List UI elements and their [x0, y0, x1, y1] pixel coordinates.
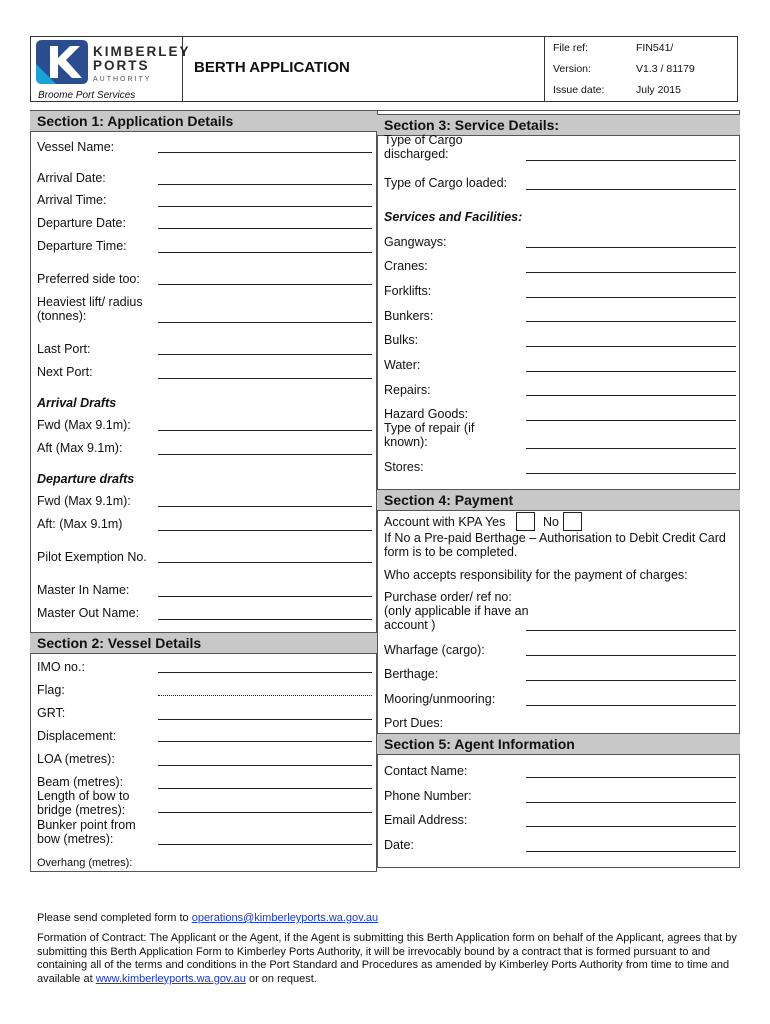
meta-label-issue-date: Issue date: [553, 84, 605, 96]
logo-line3: AUTHORITY [93, 76, 152, 83]
beam-field[interactable] [158, 788, 372, 789]
grt-field[interactable] [158, 719, 372, 720]
port-dues-label: Port Dues: [384, 716, 444, 730]
pilot-exemption-label: Pilot Exemption No. [37, 550, 147, 564]
stores-label: Stores: [384, 460, 424, 474]
heaviest-lift-field[interactable] [158, 322, 372, 323]
kimberley-ports-logo-icon [36, 40, 88, 84]
imo-field[interactable] [158, 672, 372, 673]
prepaid-note: If No a Pre-paid Berthage – Authorisation to Debit Credit Card form is to be completed. [384, 531, 726, 559]
gangways-label: Gangways: [384, 235, 447, 249]
wharfage-label: Wharfage (cargo): [384, 643, 485, 657]
master-out-field[interactable] [158, 619, 372, 620]
mooring-field[interactable] [526, 705, 736, 706]
meta-value-issue-date: July 2015 [636, 84, 681, 96]
vessel-name-label: Vessel Name: [37, 140, 115, 154]
repairs-label: Repairs: [384, 383, 431, 397]
departure-time-field[interactable] [158, 252, 372, 253]
account-no-label: No [543, 515, 559, 529]
forklifts-label: Forklifts: [384, 284, 432, 298]
send-text: Please send completed form to [37, 912, 192, 924]
operations-email-link[interactable]: operations@kimberleyports.wa.gov.au [191, 912, 379, 924]
arrival-date-field[interactable] [158, 184, 372, 185]
pilot-exemption-field[interactable] [158, 562, 372, 563]
section2-title: Section 2: Vessel Details [30, 632, 377, 654]
arrival-aft-label: Aft (Max 9.1m): [37, 441, 123, 455]
cranes-field[interactable] [526, 272, 736, 273]
meta-label-version: Version: [553, 63, 591, 75]
phone-number-field[interactable] [526, 802, 736, 803]
arrival-fwd-field[interactable] [158, 430, 372, 431]
hazard-goods-field[interactable] [526, 420, 736, 421]
water-label: Water: [384, 358, 421, 372]
overhang-label: Overhang (metres): [37, 857, 133, 869]
displacement-label: Displacement: [37, 729, 117, 743]
departure-aft-field[interactable] [158, 530, 372, 531]
mooring-label: Mooring/unmooring: [384, 692, 496, 706]
arrival-fwd-label: Fwd (Max 9.1m): [37, 418, 131, 432]
gangways-field[interactable] [526, 247, 736, 248]
cranes-label: Cranes: [384, 259, 428, 273]
send-instructions [37, 911, 378, 925]
account-no-checkbox[interactable] [563, 512, 582, 531]
logo-line1: KIMBERLEY [93, 44, 191, 59]
departure-date-field[interactable] [158, 228, 372, 229]
cargo-discharged-field[interactable] [526, 160, 736, 161]
phone-number-label: Phone Number: [384, 789, 472, 803]
next-port-label: Next Port: [37, 365, 93, 379]
last-port-field[interactable] [158, 354, 372, 355]
header-subtitle: Broome Port Services [38, 90, 136, 101]
bulks-field[interactable] [526, 346, 736, 347]
berthage-label: Berthage: [384, 667, 439, 681]
contact-name-label: Contact Name: [384, 764, 468, 778]
last-port-label: Last Port: [37, 342, 91, 356]
arrival-time-field[interactable] [158, 206, 372, 207]
section3-title: Section 3: Service Details: [377, 114, 740, 136]
contract-end: or on request. [245, 972, 317, 985]
section4-title: Section 4: Payment [377, 489, 740, 511]
cargo-loaded-label: Type of Cargo loaded: [384, 176, 507, 190]
berthage-field[interactable] [526, 680, 736, 681]
departure-drafts-heading: Departure drafts [37, 472, 135, 486]
date-field[interactable] [526, 851, 736, 852]
bunkers-field[interactable] [526, 321, 736, 322]
loa-label: LOA (metres): [37, 752, 115, 766]
arrival-drafts-heading: Arrival Drafts [37, 396, 117, 410]
arrival-aft-field[interactable] [158, 454, 372, 455]
heaviest-lift-label: Heaviest lift/ radius (tonnes): [37, 295, 143, 323]
bunker-point-field[interactable] [158, 844, 372, 845]
master-in-field[interactable] [158, 596, 372, 597]
cargo-discharged-label: Type of Cargo discharged: [384, 133, 463, 161]
next-port-field[interactable] [158, 378, 372, 379]
departure-aft-label: Aft: (Max 9.1m) [37, 517, 123, 531]
kimberleyports-website-link[interactable]: www.kimberleyports.wa.gov.au [95, 972, 246, 985]
meta-label-file-ref: File ref: [553, 42, 589, 54]
contract-text: Formation of Contract: The Applicant or the Agent, if the Agent is submitting this Berth Application form on behalf of the Applicant, agrees that by submitting this Berth Application Form to Kimberley Ports Authority, it will be irrevocably bound by a contract that is formed pursuant to and containing all of the terms and conditions in the Port Standard and Procedures as amended by Kimberley Ports Authority from time to time and available at [37, 932, 737, 985]
services-heading: Services and Facilities: [384, 210, 523, 224]
departure-fwd-field[interactable] [158, 506, 372, 507]
email-address-label: Email Address: [384, 813, 468, 827]
logo-line2: PORTS [93, 58, 150, 73]
grt-label: GRT: [37, 706, 66, 720]
forklifts-field[interactable] [526, 297, 736, 298]
contact-name-field[interactable] [526, 777, 736, 778]
master-in-label: Master In Name: [37, 583, 130, 597]
wharfage-field[interactable] [526, 655, 736, 656]
bunkers-label: Bunkers: [384, 309, 434, 323]
cargo-loaded-field[interactable] [526, 189, 736, 190]
hazard-goods-label: Hazard Goods: [384, 407, 469, 421]
purchase-order-label: Purchase order/ ref no: (only applicable if have an account ) [384, 590, 529, 632]
master-out-label: Master Out Name: [37, 606, 140, 620]
repairs-field[interactable] [526, 395, 736, 396]
displacement-field[interactable] [158, 741, 372, 742]
bunker-point-label: Bunker point from bow (metres): [37, 818, 136, 846]
purchase-order-field[interactable] [526, 630, 736, 631]
water-field[interactable] [526, 371, 736, 372]
arrival-time-label: Arrival Time: [37, 193, 107, 207]
date-label: Date: [384, 838, 414, 852]
departure-fwd-label: Fwd (Max 9.1m): [37, 494, 131, 508]
beam-label: Beam (metres): [37, 775, 124, 789]
section1-title: Section 1: Application Details [30, 110, 377, 132]
vessel-name-field[interactable] [158, 152, 372, 153]
bulks-label: Bulks: [384, 333, 419, 347]
page-title: BERTH APPLICATION [194, 59, 350, 76]
account-with-kpa-label: Account with KPA Yes [384, 515, 506, 529]
type-of-repair-label: Type of repair (if known): [384, 421, 475, 449]
formation-of-contract [37, 932, 737, 986]
departure-date-label: Departure Date: [37, 216, 126, 230]
flag-field[interactable] [158, 695, 372, 696]
departure-time-label: Departure Time: [37, 239, 127, 253]
preferred-side-label: Preferred side too: [37, 272, 140, 286]
loa-field[interactable] [158, 765, 372, 766]
meta-value-version: V1.3 / 81179 [636, 63, 695, 75]
arrival-date-label: Arrival Date: [37, 171, 106, 185]
header-divider-right [544, 36, 545, 102]
account-yes-checkbox[interactable] [516, 512, 535, 531]
stores-field[interactable] [526, 473, 736, 474]
imo-label: IMO no.: [37, 660, 85, 674]
section5-title: Section 5: Agent Information [377, 733, 740, 755]
bow-to-bridge-label: Length of bow to bridge (metres): [37, 789, 130, 817]
flag-label: Flag: [37, 683, 65, 697]
type-of-repair-field[interactable] [526, 448, 736, 449]
email-address-field[interactable] [526, 826, 736, 827]
preferred-side-field[interactable] [158, 284, 372, 285]
who-accepts-label: Who accepts responsibility for the payment of charges: [384, 568, 688, 582]
meta-value-file-ref: FIN541/ [636, 42, 674, 54]
bow-to-bridge-field[interactable] [158, 812, 372, 813]
